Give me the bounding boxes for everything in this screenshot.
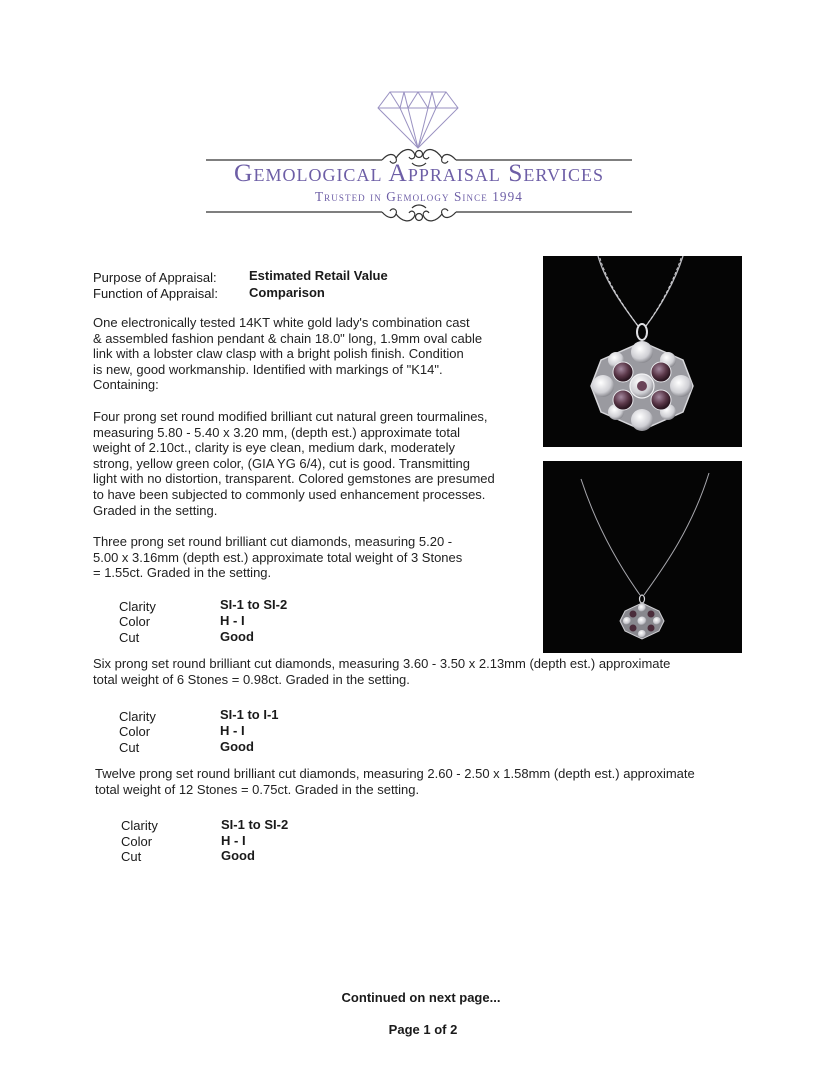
diamonds-3-line: Twelve prong set round brilliant cut diamonds, measuring 2.60 - 2.50 x 1.58mm (depth est.) approximate [95,766,695,781]
diamonds-group-2-description [93,656,670,687]
grade-value-cut: Good [220,629,254,644]
diamonds-1-line: = 1.55ct. Graded in the setting. [93,565,272,581]
tourmaline-line: Graded in the setting. [93,502,218,518]
grade-value-color: H - I [220,723,245,738]
grade-label-clarity: Clarity [119,709,156,724]
pendant-full-view-photo [543,461,742,653]
purpose-label: Purpose of Appraisal: [93,270,217,285]
company-tagline: Trusted in Gemology Since 1994 [315,189,523,204]
pendant-closeup-photo [543,256,742,447]
diamonds-2-line: total weight of 6 Stones = 0.98ct. Graded in the setting. [93,671,410,687]
tourmaline-description [93,409,495,518]
diamonds-group-1-description [93,534,462,581]
tourmaline-line: strong, yellow green color, (GIA YG 6/4), cut is good. Transmitting [93,455,470,471]
company-name: Gemological Appraisal Services [234,158,604,187]
grade-label-clarity: Clarity [119,599,156,614]
grade-value-color: H - I [221,833,246,848]
description-line: & assembled fashion pendant & chain 18.0" long, 1.9mm oval cable [93,330,483,346]
grade-label-color: Color [119,724,151,739]
item-description [93,315,482,393]
purpose-value: Estimated Retail Value [249,268,388,283]
tourmaline-line: measuring 5.80 - 5.40 x 3.20 mm, (depth est.) approximate total [93,424,461,440]
grade-label-color: Color [121,834,153,849]
grade-label-cut: Cut [121,849,142,864]
description-line: is new, good workmanship. Identified with markings of "K14". [93,361,443,377]
grade-value-clarity: SI-1 to SI-2 [220,597,288,612]
scroll-divider-bottom [206,203,632,225]
diamonds-1-line: 5.00 x 3.16mm (depth est.) approximate total weight of 3 Stones [93,549,463,565]
pendant-closeup-image [543,256,742,447]
description-line: One electronically tested 14KT white gold lady's combination cast [93,315,470,330]
diamonds-1-line: Three prong set round brilliant cut diamonds, measuring 5.20 - [93,534,453,549]
function-value: Comparison [249,285,325,300]
grade-label-cut: Cut [119,630,140,645]
grade-value-clarity: SI-1 to I-1 [220,707,279,722]
tourmaline-line: weight of 2.10ct., clarity is eye clean, medium dark, moderately [93,440,455,456]
grade-value-color: H - I [220,613,245,628]
description-line: Containing: [93,377,159,393]
grade-value-cut: Good [220,739,254,754]
tourmaline-line: to have been subjected to commonly used enhancement processes. [93,486,486,502]
grade-value-cut: Good [221,848,255,863]
grade-label-clarity: Clarity [121,818,158,833]
grade-value-clarity: SI-1 to SI-2 [221,817,289,832]
diamond-logo-icon [376,88,460,150]
continued-notice: Continued on next page... [341,990,501,1005]
description-line: link with a lobster claw clasp with a bright polish finish. Condition [93,346,464,362]
pendant-full-view-image [543,461,742,653]
tourmaline-line: light with no distortion, transparent. Colored gemstones are presumed [93,471,495,487]
grade-label-cut: Cut [119,740,140,755]
tourmaline-line: Four prong set round modified brilliant cut natural green tourmalines, [93,409,488,424]
diamonds-3-line: total weight of 12 Stones = 0.75ct. Graded in the setting. [95,781,420,797]
function-label: Function of Appraisal: [93,286,219,301]
page-number: Page 1 of 2 [388,1022,458,1037]
grade-label-color: Color [119,614,151,629]
diamonds-2-line: Six prong set round brilliant cut diamonds, measuring 3.60 - 3.50 x 2.13mm (depth est.) approximate [93,656,671,671]
diamonds-group-3-description [95,766,695,797]
